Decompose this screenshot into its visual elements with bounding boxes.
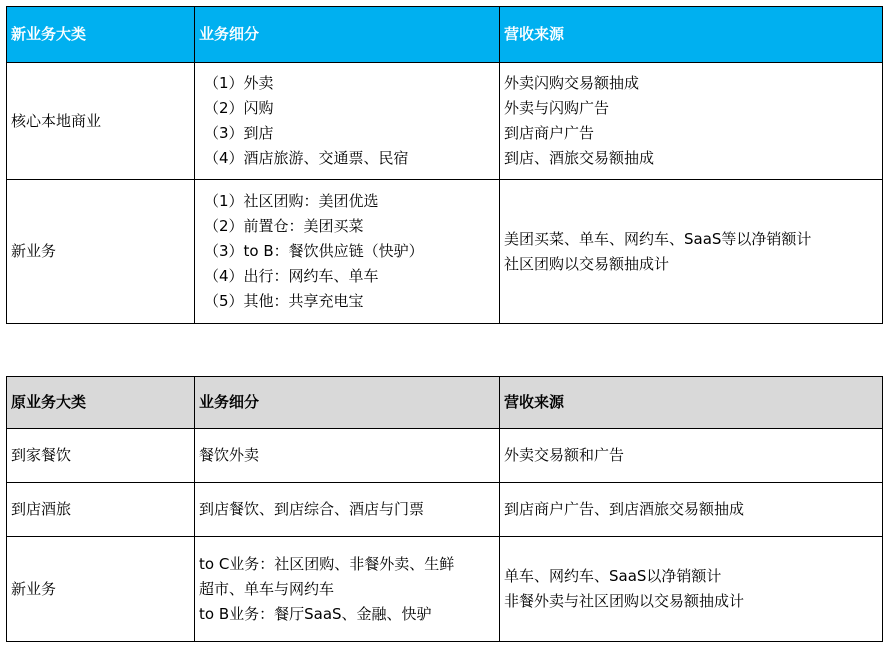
old-business-table: [6, 376, 883, 642]
category-cell: 新业务: [7, 537, 195, 642]
header-revenue: 营收来源: [500, 377, 883, 429]
segment-line: （4）酒店旅游、交通票、民宿: [204, 149, 409, 167]
segments-cell: [195, 63, 500, 180]
segment-line: （4）出行：网约车、单车: [204, 267, 379, 285]
table-row: [7, 63, 883, 180]
header-row: [7, 7, 883, 63]
revenue-cell: [500, 537, 883, 642]
category-cell: 新业务: [7, 180, 195, 324]
revenue-line: 社区团购以交易额抽成计: [504, 254, 670, 273]
revenue-line: 外卖交易额和广告: [504, 446, 625, 464]
revenue-cell: [500, 180, 883, 324]
revenue-cell: [500, 429, 883, 483]
segment-line: to C业务：社区团购、非餐外卖、生鲜: [199, 554, 455, 573]
new-business-table: [6, 6, 883, 324]
revenue-cell: [500, 63, 883, 180]
revenue-line: 外卖闪购交易额抽成: [504, 74, 640, 92]
category-cell: 到店酒旅: [7, 483, 195, 537]
header-segments: 业务细分: [195, 7, 500, 63]
segment-line: 到店餐饮、到店综合、酒店与门票: [199, 500, 425, 518]
segments-cell: [195, 483, 500, 537]
segment-line: （1）外卖: [204, 74, 274, 92]
revenue-line: 非餐外卖与社区团购以交易额抽成计: [504, 592, 745, 610]
header-revenue: 营收来源: [500, 7, 883, 63]
revenue-line: 外卖与闪购广告: [504, 99, 610, 117]
header-segments: 业务细分: [195, 377, 500, 429]
category-cell: 到家餐饮: [7, 429, 195, 483]
header-category: 新业务大类: [7, 7, 195, 63]
segment-line: （2）闪购: [204, 99, 274, 117]
segment-line: （3）到店: [204, 124, 274, 142]
revenue-cell: [500, 483, 883, 537]
segments-cell: [195, 180, 500, 324]
segment-line: 超市、单车与网约车: [199, 579, 335, 598]
segment-line: （1）社区团购：美团优选: [204, 192, 379, 210]
revenue-line: 到店、酒旅交易额抽成: [504, 149, 655, 167]
segment-line: （5）其他：共享充电宝: [204, 292, 364, 310]
header-row: [7, 377, 883, 429]
segment-line: （3）to B：餐饮供应链（快驴）: [204, 242, 424, 260]
segment-line: 餐饮外卖: [199, 446, 260, 464]
revenue-line: 到店商户广告、到店酒旅交易额抽成: [504, 500, 745, 518]
table-row: [7, 483, 883, 537]
revenue-line: 美团买菜、单车、网约车、SaaS等以净销额计: [504, 229, 812, 248]
category-cell: 核心本地商业: [7, 63, 195, 180]
header-category: 原业务大类: [7, 377, 195, 429]
table-row: [7, 429, 883, 483]
revenue-line: 单车、网约车、SaaS以净销额计: [504, 567, 722, 585]
revenue-line: 到店商户广告: [504, 124, 595, 142]
segments-cell: [195, 537, 500, 642]
table-row: [7, 180, 883, 324]
segment-line: to B业务：餐厅SaaS、金融、快驴: [199, 604, 432, 623]
table-row: [7, 537, 883, 642]
segment-line: （2）前置仓：美团买菜: [204, 217, 364, 235]
segments-cell: [195, 429, 500, 483]
